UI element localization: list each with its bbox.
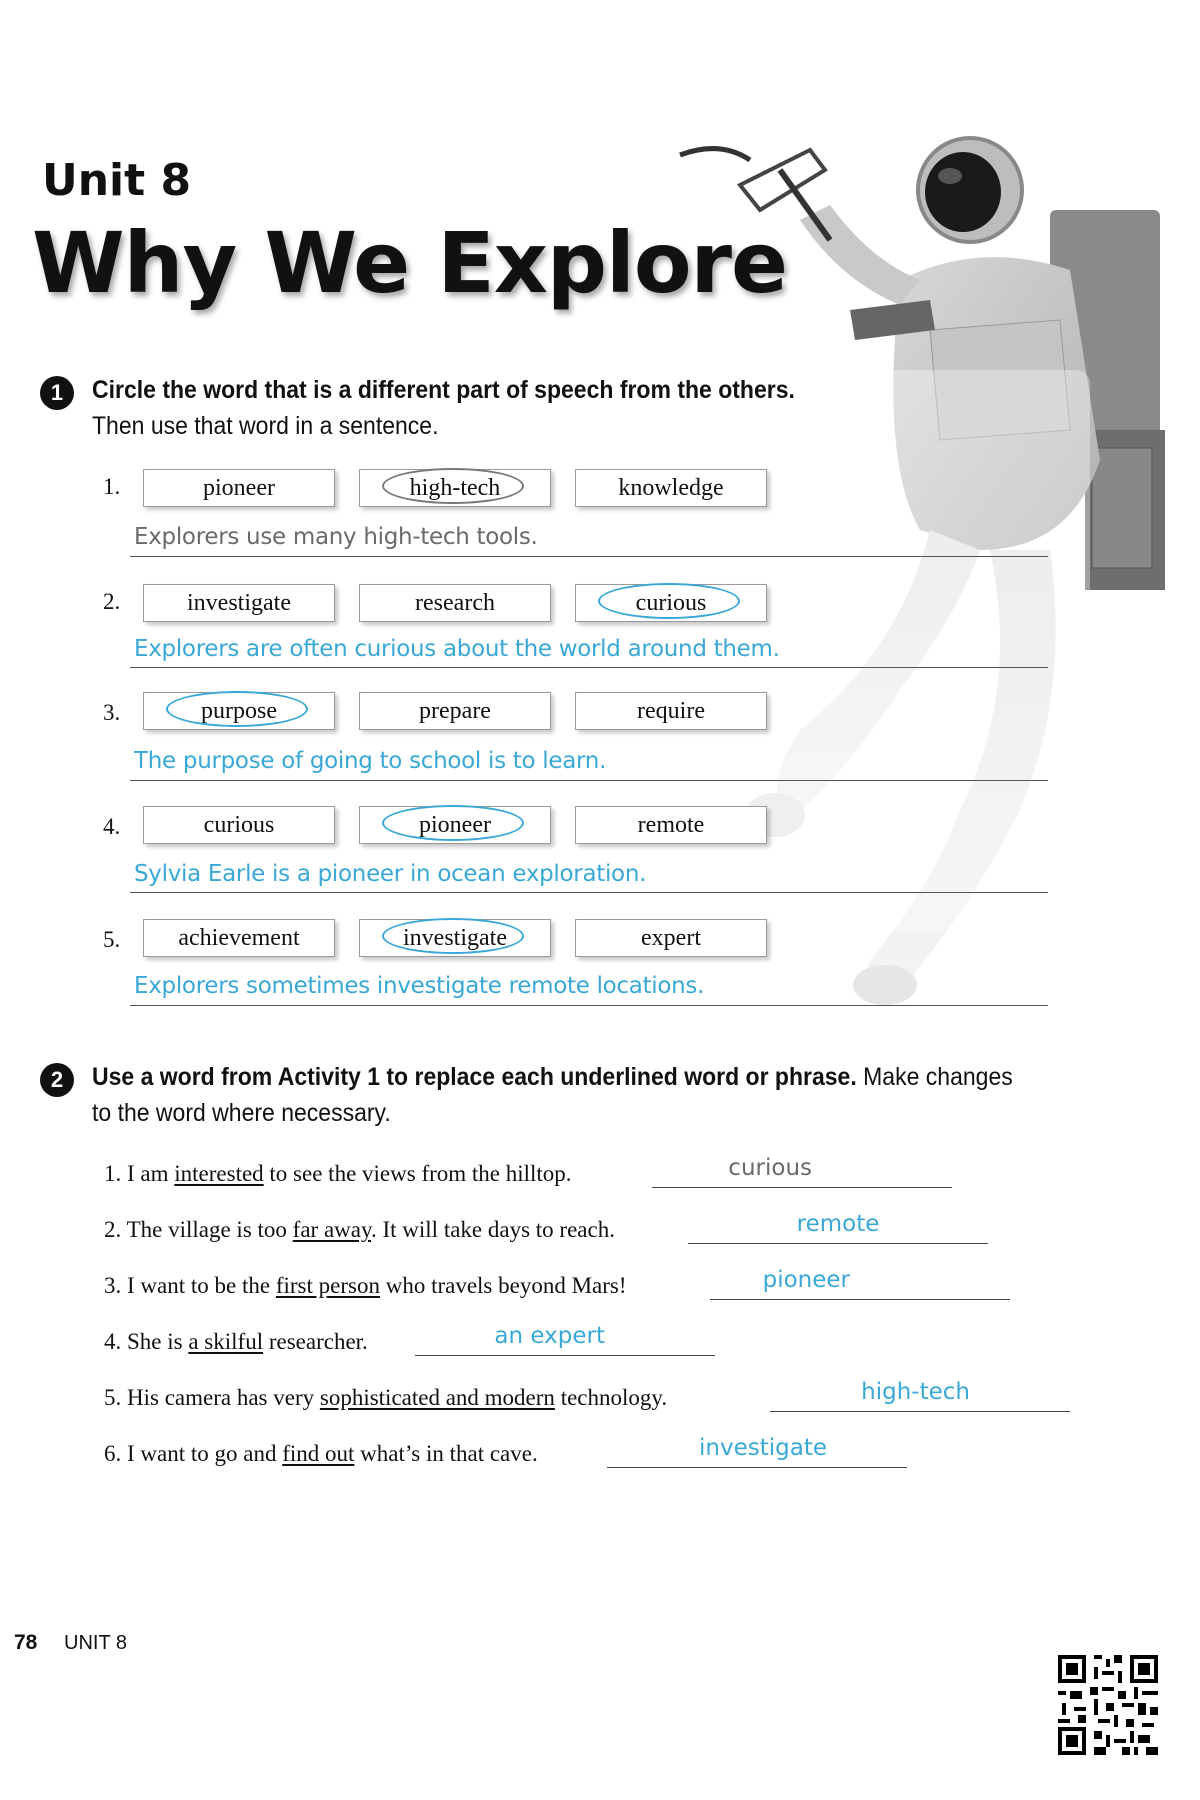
activity-2-instruction [92,1059,1058,1131]
fill-answer: pioneer [762,1267,850,1293]
word-label: curious [203,812,275,838]
sentence-part: . It will take days to reach. [370,1217,615,1242]
sentence-item [104,1217,615,1243]
word-label: prepare [419,698,491,724]
word-box-circled[interactable] [359,919,551,957]
word-box[interactable] [143,919,335,957]
underlined-phrase: a skilful [188,1329,264,1354]
word-box[interactable] [575,469,767,507]
underlined-phrase: find out [282,1441,355,1466]
answer-blank[interactable] [415,1355,715,1356]
answer-line [130,556,1048,557]
sentence-answer: Explorers use many high-tech tools. [134,524,538,550]
circle-mark [382,468,524,504]
activity-1-number: 1 [40,376,74,410]
circle-mark [598,583,740,619]
word-box[interactable] [575,919,767,957]
word-label: research [415,590,495,616]
page-number: 78 [14,1631,38,1654]
word-label: require [637,698,705,724]
sentence-item [104,1273,627,1299]
word-box[interactable] [143,806,335,844]
answer-line [130,1005,1048,1006]
fill-answer: investigate [699,1435,827,1461]
answer-blank[interactable] [607,1467,907,1468]
sentence-part: 2. The village is too [104,1217,293,1242]
answer-blank[interactable] [770,1411,1070,1412]
word-box-circled[interactable] [143,692,335,730]
word-box-circled[interactable] [359,806,551,844]
word-box[interactable] [143,469,335,507]
word-box-circled[interactable] [575,584,767,622]
sentence-part: 5. His camera has very [104,1385,320,1410]
word-label: remote [637,812,705,838]
sentence-part: 4. She is [104,1329,189,1354]
sentence-item [104,1161,572,1187]
sentence-answer: The purpose of going to school is to learn. [134,748,607,774]
word-box[interactable] [575,806,767,844]
sentence-answer: Sylvia Earle is a pioneer in ocean exploration. [134,861,647,887]
answer-line [130,667,1048,668]
footer-unit: UNIT 8 [64,1632,127,1654]
sentence-part: who travels beyond Mars! [379,1273,627,1298]
fill-answer: high-tech [861,1379,970,1405]
word-box-circled[interactable] [359,469,551,507]
sentence-part: what’s in that cave. [354,1441,538,1466]
sentence-part: 6. I want to go and [104,1441,283,1466]
row-number: 3. [103,700,121,725]
sentence-item [104,1441,538,1467]
word-label: pioneer [419,812,491,838]
answer-blank[interactable] [688,1243,988,1244]
underlined-phrase: first person [275,1273,380,1298]
word-label: pioneer [203,475,275,501]
fill-answer: remote [796,1211,880,1237]
activity-1-instruction [92,372,938,444]
word-label: investigate [403,925,507,951]
answer-line [130,892,1048,893]
fill-answer: curious [728,1155,812,1181]
activity-2-number: 2 [40,1063,74,1097]
row-number: 2. [103,589,121,614]
underlined-phrase: far away [292,1217,371,1242]
word-box[interactable] [359,584,551,622]
word-label: high-tech [409,475,501,501]
activity-2-instruction-rest: Make changes [863,1063,1013,1091]
underlined-phrase: sophisticated and modern [319,1385,555,1410]
sentence-part: to see the views from the hilltop. [263,1161,572,1186]
activity-1-instruction-rest: Then use that word in a sentence. [92,412,439,440]
sentence-part: 3. I want to be the [104,1273,276,1298]
row-number: 5. [103,927,121,952]
sentence-part: researcher. [263,1329,368,1354]
row-number: 1. [103,474,121,499]
activity-2-instruction-rest: to the word where necessary. [92,1099,391,1127]
word-box[interactable] [143,584,335,622]
word-label: curious [635,590,707,616]
word-label: purpose [201,698,277,724]
circle-mark [166,691,308,727]
qr-code-icon[interactable] [1058,1655,1158,1755]
word-box[interactable] [359,692,551,730]
word-box[interactable] [575,692,767,730]
fill-answer: an expert [494,1323,605,1349]
page-title: Why We Explore [32,214,787,312]
circle-mark [382,805,524,841]
sentence-part: 1. I am [104,1161,175,1186]
answer-blank[interactable] [652,1187,952,1188]
answer-line [130,780,1048,781]
word-label: achievement [178,925,300,951]
underlined-phrase: interested [174,1161,264,1186]
activity-1-instruction-bold: Circle the word that is a different part of speech from the others. [92,376,795,404]
unit-label: Unit 8 [42,155,192,206]
word-label: investigate [187,590,291,616]
circle-mark [382,918,524,954]
sentence-item [104,1385,667,1411]
row-number: 4. [103,814,121,839]
activity-2-instruction-bold: Use a word from Activity 1 to replace each underlined word or phrase. [92,1063,857,1091]
sentence-answer: Explorers are often curious about the world around them. [134,636,780,662]
sentence-part: technology. [554,1385,668,1410]
sentence-item [104,1329,368,1355]
answer-blank[interactable] [710,1299,1010,1300]
word-label: expert [641,925,701,951]
word-label: knowledge [618,475,724,501]
sentence-answer: Explorers sometimes investigate remote locations. [134,973,705,999]
